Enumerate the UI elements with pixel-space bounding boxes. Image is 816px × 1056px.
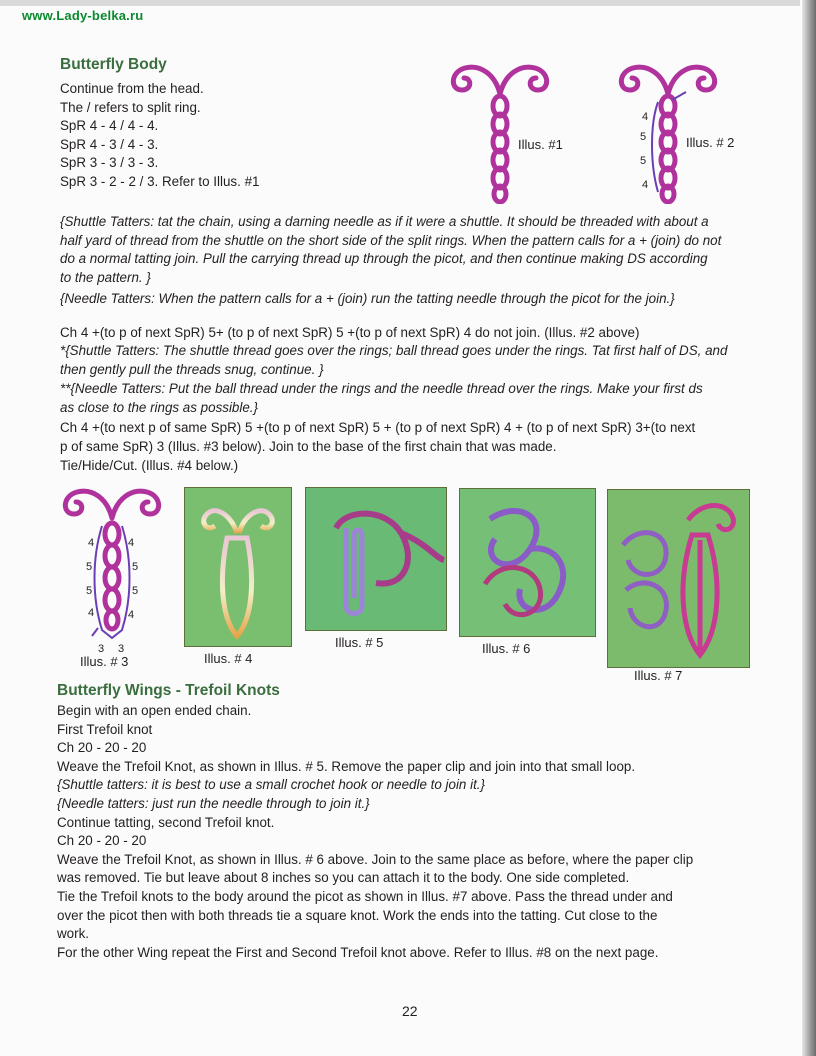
illus-3-left-number: 5 xyxy=(86,585,93,597)
illus-2-number: 5 xyxy=(640,131,647,143)
note-line: do a normal tatting join. Pull the carrying thread up through the picot, and then continue making DS according xyxy=(60,251,708,267)
chain-instruction-1: Ch 4 +(to p of next SpR) 5+ (to p of next SpR) 5 +(to p of next SpR) 4 do not join. (Illus. #2 above) xyxy=(60,325,640,340)
needle-tatters-note-2 xyxy=(60,380,703,417)
tie-hide-cut-line: Tie/Hide/Cut. (Illus. #4 below.) xyxy=(60,458,239,473)
instruction-line: {Shuttle tatters: it is best to use a small crochet hook or needle to join it.} xyxy=(57,777,485,793)
illus-7-photo xyxy=(607,489,750,668)
illus-6-photo xyxy=(459,488,596,637)
wings-instructions xyxy=(57,702,693,962)
illus-3-diagram xyxy=(52,478,172,668)
body-instructions xyxy=(60,80,259,192)
section-heading-butterfly-body: Butterfly Body xyxy=(60,56,167,73)
instruction-line: SpR 4 - 4 / 4 - 4. xyxy=(60,118,159,134)
instruction-line: p of same SpR) 3 (Illus. #3 below). Join to the base of the first chain that was made. xyxy=(60,438,557,454)
note-line: then gently pull the threads snug, continue. } xyxy=(60,361,324,377)
illus-2-caption: Illus. # 2 xyxy=(686,135,735,150)
needle-tatters-note: {Needle Tatters: When the pattern calls for a + (join) run the tatting needle through the picot for the join.} xyxy=(60,291,675,306)
note-line: **{Needle Tatters: Put the ball thread under the rings and the needle thread over the rings. Make your first ds xyxy=(60,381,703,396)
illus-3-left-number: 4 xyxy=(88,607,95,619)
chain-instruction-2 xyxy=(60,419,695,456)
note-line: half yard of thread from the shuttle on the short side of the split rings. When the pattern calls for a + (join) do not xyxy=(60,232,722,248)
page-number: 22 xyxy=(402,1003,418,1019)
illus-3-left-number: 4 xyxy=(88,537,95,549)
illus-3-right-number: 4 xyxy=(128,537,135,549)
instruction-line: {Needle tatters: just run the needle through to join it.} xyxy=(57,795,370,811)
instruction-line: Weave the Trefoil Knot, as shown in Illus. # 6 above. Join to the same place as before, where the paper clip xyxy=(57,851,694,867)
illus-2-number: 4 xyxy=(642,179,649,191)
instruction-line: The / refers to split ring. xyxy=(60,99,201,115)
illus-3-right-number: 5 xyxy=(132,561,139,573)
illus-3-right-number: 4 xyxy=(128,609,135,621)
shuttle-tatters-note-2 xyxy=(60,342,727,379)
illus-2-number: 4 xyxy=(642,111,649,123)
illus-4-photo xyxy=(184,487,292,647)
illus-6-caption: Illus. # 6 xyxy=(482,641,531,656)
instruction-line: Begin with an open ended chain. xyxy=(57,703,252,718)
illus-2-diagram xyxy=(608,54,748,204)
instruction-line: Ch 20 - 20 - 20 xyxy=(57,833,147,849)
note-line: to the pattern. } xyxy=(60,269,151,285)
instruction-line: First Trefoil knot xyxy=(57,721,153,737)
illus-7-caption: Illus. # 7 xyxy=(634,668,683,683)
book-spine-shadow xyxy=(802,0,816,1056)
illus-3-bottom-number: 3 xyxy=(118,643,125,655)
instruction-line: work. xyxy=(57,926,89,942)
instruction-line: SpR 4 - 3 / 4 - 3. xyxy=(60,136,159,152)
illus-5-photo xyxy=(305,487,447,631)
illus-3-bottom-number: 3 xyxy=(98,643,105,655)
instruction-line: Continue tatting, second Trefoil knot. xyxy=(57,814,275,830)
illus-1-caption: Illus. #1 xyxy=(518,137,563,152)
illus-3-right-number: 5 xyxy=(132,585,139,597)
shuttle-tatters-note xyxy=(60,213,721,287)
instruction-line: Ch 4 +(to next p of same SpR) 5 +(to p of next SpR) 5 + (to p of next SpR) 4 + (to p of next SpR) 3+(to next xyxy=(60,420,696,435)
instruction-line: over the picot then with both threads tie a square knot. Work the ends into the tatting. Cut close to the xyxy=(57,907,658,923)
instruction-line: SpR 3 - 2 - 2 / 3. Refer to Illus. #1 xyxy=(60,173,260,189)
instruction-line: Continue from the head. xyxy=(60,81,204,96)
note-line: {Shuttle Tatters: tat the chain, using a darning needle as if it were a shuttle. It should be threaded with about a xyxy=(60,214,709,229)
illus-1-diagram xyxy=(440,54,570,204)
instruction-line: Ch 20 - 20 - 20 xyxy=(57,740,147,756)
instruction-line: SpR 3 - 3 / 3 - 3. xyxy=(60,155,159,171)
illus-4-caption: Illus. # 4 xyxy=(204,651,253,666)
instruction-line: was removed. Tie but leave about 8 inches so you can attach it to the body. One side completed. xyxy=(57,870,630,886)
instruction-line: For the other Wing repeat the First and Second Trefoil knot above. Refer to Illus. #8 on the next page. xyxy=(57,944,659,960)
illus-2-number: 5 xyxy=(640,155,647,167)
illus-3-left-number: 5 xyxy=(86,561,93,573)
illus-5-caption: Illus. # 5 xyxy=(335,635,384,650)
page-top-edge xyxy=(0,0,800,6)
illus-3-caption: Illus. # 3 xyxy=(80,654,129,669)
watermark: www.Lady-belka.ru xyxy=(22,8,144,23)
instruction-line: Weave the Trefoil Knot, as shown in Illus. # 5. Remove the paper clip and join into that small loop. xyxy=(57,758,636,774)
note-line: as close to the rings as possible.} xyxy=(60,399,258,415)
section-heading-butterfly-wings: Butterfly Wings - Trefoil Knots xyxy=(57,682,280,699)
instruction-line: Tie the Trefoil knots to the body around the picot as shown in Illus. #7 above. Pass the thread under and xyxy=(57,888,673,904)
note-line: *{Shuttle Tatters: The shuttle thread goes over the rings; ball thread goes under the rings. Tat first half of DS, and xyxy=(60,343,728,358)
